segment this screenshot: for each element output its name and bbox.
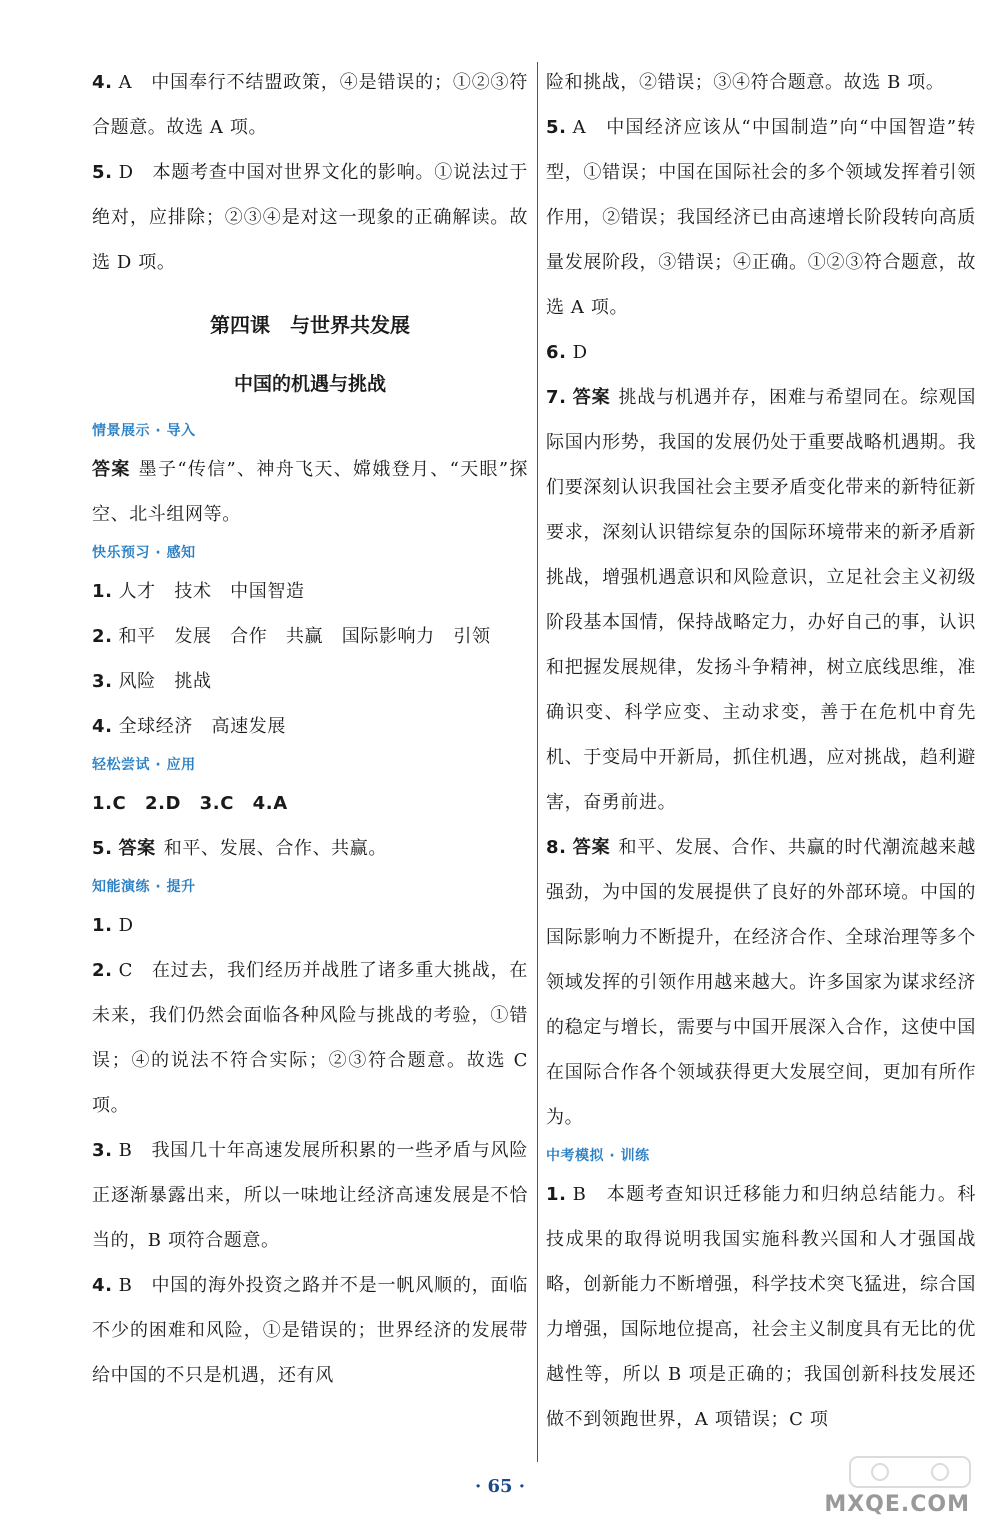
section-subtitle: 中国的机遇与挑战 xyxy=(233,373,386,395)
section-header-intro: 情景展示 · 导入 xyxy=(92,423,196,439)
answer-5a: 5. D 本题考查中国对世界文化的影响。①说法过于绝对，应排除；②③④是对这一现象的正确解读。故选 D 项。 xyxy=(92,162,528,273)
preview-item: 2. 和平 发展 合作 共赢 国际影响力 引领 xyxy=(92,626,491,647)
right-column xyxy=(546,60,976,1442)
section-header-preview: 快乐预习 · 感知 xyxy=(92,545,196,561)
drill-answer-6: 6. D xyxy=(546,342,588,363)
try-answer-5: 5. 答案 和平、发展、合作、共赢。 xyxy=(92,838,387,859)
drill-answer-4: 4. B 中国的海外投资之路并不是一帆风顺的，面临不少的困难和风险，①是错误的；世界经济的发展带给中国的不只是机遇，还有风 xyxy=(92,1275,528,1386)
lesson-title: 第四课 与世界共发展 xyxy=(210,313,410,337)
column-divider xyxy=(537,62,538,1462)
section-header-try: 轻松尝试 · 应用 xyxy=(92,757,196,773)
preview-item: 4. 全球经济 高速发展 xyxy=(92,716,286,737)
drill-answer-8: 8. 答案 和平、发展、合作、共赢的时代潮流越来越强劲，为中国的发展提供了良好的外部环境。中国的国际影响力不断提升，在经济合作、全球治理等多个领域发挥的引领作用越来越大。许多国家为谋求经济的稳定与增长，需要与中国开展深入合作，这使中国在国际合作各个领域获得更大发展空间，更加有所作为。 xyxy=(546,837,976,1128)
section-header-mock: 中考模拟 · 训练 xyxy=(546,1148,650,1164)
drill-answer-7: 7. 答案 挑战与机遇并存，困难与希望同在。综观国际国内形势，我国的发展仍处于重要战略机遇期。我们要深刻认识我国社会主要矛盾变化带来的新特征新要求，深刻认识错综复杂的国际环境带来的新矛盾新挑战，增强机遇意识和风险意识，立足社会主义初级阶段基本国情，保持战略定力，办好自己的事，认识和把握发展规律，发扬斗争精神，树立底线思维，准确识变、科学应变、主动求变，善于在危机中育先机、于变局中开新局，抓住机遇，应对挑战，趋利避害，奋勇前进。 xyxy=(546,387,976,813)
try-answers: 1.C 2.D 3.C 4.A xyxy=(92,793,288,814)
preview-item: 1. 人才 技术 中国智造 xyxy=(92,581,305,602)
drill-answer-3: 3. B 我国几十年高速发展所积累的一些矛盾与风险正逐渐暴露出来，所以一味地让经济高速发展是不恰当的，B 项符合题意。 xyxy=(92,1140,528,1251)
intro-answer: 答案 墨子“传信”、神舟飞天、嫦娥登月、“天眼”探空、北斗组网等。 xyxy=(92,459,529,525)
section-header-drill: 知能演练 · 提升 xyxy=(92,879,196,895)
left-column xyxy=(92,60,528,1398)
preview-item: 3. 风险 挑战 xyxy=(92,671,212,692)
drill-answer-5: 5. A 中国经济应该从“中国制造”向“中国智造”转型，①错误；中国在国际社会的多个领域发挥着引领作用，②错误；我国经济已由高速增长阶段转向高质量发展阶段，③错误；④正确。①②③符合题意，故选 A 项。 xyxy=(546,117,976,318)
mock-answer-1: 1. B 本题考查知识迁移能力和归纳总结能力。科技成果的取得说明我国实施科教兴国和人才强国战略，创新能力不断增强，科学技术突飞猛进，综合国力增强，国际地位提高，社会主义制度具有无比的优越性等，所以 B 项是正确的；我国创新科技发展还做不到领跑世界，A 项错误；C 项 xyxy=(546,1184,976,1430)
continued-answer: 险和挑战，②错误；③④符合题意。故选 B 项。 xyxy=(546,72,945,93)
drill-answer-2: 2. C 在过去，我们经历并战胜了诸多重大挑战，在未来，我们仍然会面临各种风险与挑战的考验，①错误；④的说法不符合实际；②③符合题意。故选 C 项。 xyxy=(92,960,528,1116)
page-number: · 65 · xyxy=(474,1476,526,1497)
watermark-text: MXQE.COM xyxy=(824,1492,970,1517)
answer-4a: 4. A 中国奉行不结盟政策，④是错误的；①②③符合题意。故选 A 项。 xyxy=(92,72,528,138)
drill-answer-1: 1. D xyxy=(92,915,134,936)
